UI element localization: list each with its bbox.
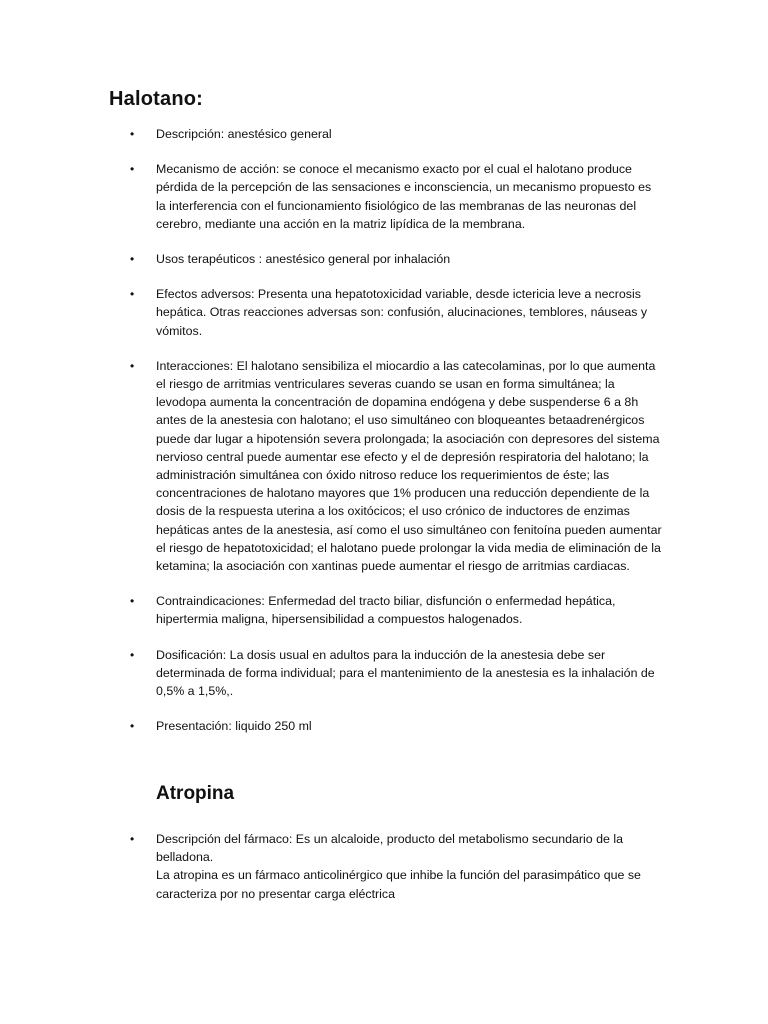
list-item-text: Presentación: liquido 250 ml [156,719,312,734]
halotano-list [0,125,768,752]
bullet-icon: • [130,719,135,734]
section-title-atropina: Atropina [156,783,235,804]
list-item-interacciones [0,357,664,575]
list-item-contraindicaciones [0,592,664,628]
bullet-icon: • [130,358,135,373]
list-item-text: Dosificación: La dosis usual en adultos para la inducción de la anestesia debe ser determinada de forma individual; para el mantenimiento de la anestesia es la inhalación de 0,5% a 1,5%,. [156,647,655,699]
bullet-icon: • [130,594,135,609]
list-item-text: Descripción del fármaco: Es un alcaloide, producto del metabolismo secundario de la belladona. La atropina es un fármaco anticolinérgico que inhibe la función del parasimpático que se caracteriza por no presentar carga eléctrica [156,832,641,901]
bullet-icon: • [130,127,135,141]
list-item-dosificacion [0,646,664,701]
section-title-halotano: Halotano: [109,88,204,110]
list-item-text: Contraindicaciones: Enfermedad del tracto biliar, disfunción o enfermedad hepática, hipertermia maligna, hipersensibilidad a compuestos halogenados. [156,594,616,627]
list-item-usos [0,250,664,268]
bullet-icon: • [130,832,135,846]
list-item-text: Mecanismo de acción: se conoce el mecanismo exacto por el cual el halotano produce pérdida de la percepción de las sensaciones e inconsciencia, un mecanismo propuesto es la interferencia con el funcionamiento fisiológico de las membranas de las neuronas del cerebro, mediante una acción en la matriz lipídica de la membrana. [156,162,652,231]
list-item-efectos [0,285,664,340]
bullet-icon: • [130,162,135,177]
bullet-icon: • [130,647,135,662]
list-item-mecanismo [0,160,664,233]
list-item-descripcion-farmaco [0,830,664,903]
bullet-icon: • [130,252,135,267]
list-item-text: Interacciones: El halotano sensibiliza el miocardio a las catecolaminas, por lo que aumenta el riesgo de arritmias ventriculares severas cuando se usan en forma simultánea; la levodopa aumenta la concentración de dopamina endógena y debe suspenderse 6 a 8h antes de la anestesia con halotano; el uso simultáneo con bloqueantes betaadrenérgicos puede dar lugar a hipotensión severa prolongada; la asociación con depresores del sistema nervioso central puede aumentar ese efecto y el de depresión respiratoria del halotano; la administración simultánea con óxido nitroso reduce los requerimientos de éste; las concentraciones de halotano mayores que 1% producen una reducción dependiente de la dosis de la respuesta uterina a los oxitócicos; el uso crónico de inductores de enzimas hepáticas antes de la anestesia, así como el uso simultáneo con fenitoína pueden aumentar el riesgo de hepatotoxicidad; el halotano puede prolongar la vida media de eliminación de la ketamina; la asociación con xantinas puede aumentar el riesgo de arritmias cardiacas. [156,358,662,574]
list-item-presentacion [0,717,664,735]
bullet-icon: • [130,287,135,302]
list-item-descripcion [0,125,664,143]
list-item-text: Usos terapéuticos : anestésico general por inhalación [156,252,451,267]
atropina-list [0,830,768,920]
list-item-text: Descripción: anestésico general [156,127,332,141]
list-item-text: Efectos adversos: Presenta una hepatotoxicidad variable, desde ictericia leve a necrosis hepática. Otras reacciones adversas son: confusión, alucinaciones, temblores, náuseas y vómitos. [156,287,648,338]
